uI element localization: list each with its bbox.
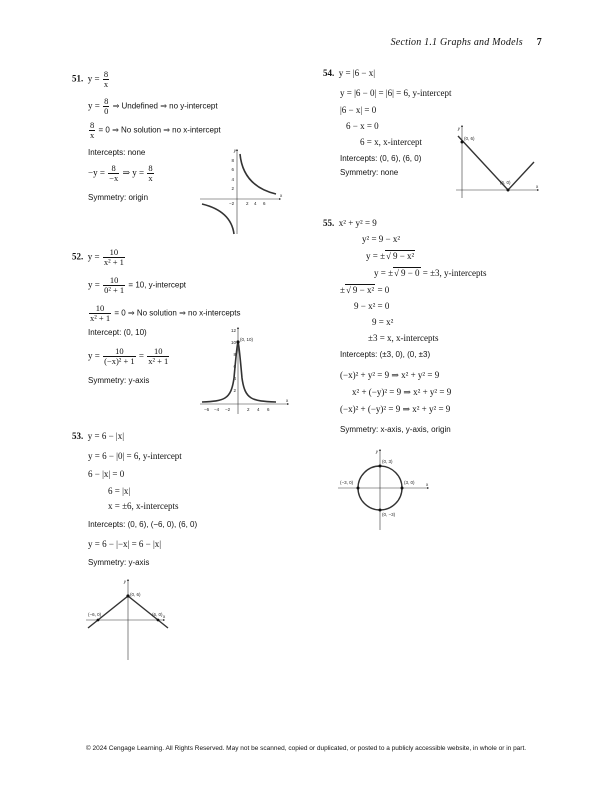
svg-text:6: 6 xyxy=(233,364,236,369)
svg-text:(0, 3): (0, 3) xyxy=(382,459,393,464)
p55-graph xyxy=(336,448,432,532)
p54-step: |6 − x| = 0 xyxy=(340,105,377,115)
svg-text:8: 8 xyxy=(231,158,234,163)
svg-text:4: 4 xyxy=(257,407,260,412)
p55-step: y = ±√ 9 − x² xyxy=(366,251,415,261)
p54-equation: 54. y = |6 − x| xyxy=(323,68,376,78)
p54-symmetry: Symmetry: none xyxy=(340,168,399,177)
p55-equation: 55. x² + y² = 9 xyxy=(323,218,377,228)
p53-step: 6 − |x| = 0 xyxy=(88,469,125,479)
p55-intercepts: Intercepts: (±3, 0), (0, ±3) xyxy=(340,350,431,359)
p53-intercepts: Intercepts: (0, 6), (−6, 0), (6, 0) xyxy=(88,520,198,529)
svg-text:x: x xyxy=(536,184,539,189)
svg-text:−2: −2 xyxy=(225,407,231,412)
p53-symmetry-test: y = 6 − |−x| = 6 − |x| xyxy=(88,539,162,549)
point-right xyxy=(401,487,404,490)
svg-text:x: x xyxy=(163,614,166,619)
p55-step: 9 − x² = 0 xyxy=(354,301,390,311)
svg-text:x: x xyxy=(426,482,429,487)
p53-step: x = ±6, x-intercepts xyxy=(108,501,179,511)
svg-text:(−3, 0): (−3, 0) xyxy=(340,480,354,485)
svg-text:12: 12 xyxy=(230,328,236,333)
page-number: 7 xyxy=(536,37,542,48)
svg-text:(0, 6): (0, 6) xyxy=(464,136,475,141)
p52-graph xyxy=(198,326,290,416)
page-header xyxy=(391,37,542,48)
p53-graph xyxy=(84,578,168,662)
svg-text:(3, 0): (3, 0) xyxy=(404,480,415,485)
p51-equation: 51. y = $\frac{8}{x}$ xyxy=(72,69,109,89)
svg-text:−2: −2 xyxy=(229,201,235,206)
svg-text:y: y xyxy=(233,148,236,153)
svg-text:(−6, 0): (−6, 0) xyxy=(88,612,102,617)
svg-text:x: x xyxy=(286,398,289,403)
p52-symmetry: Symmetry: y-axis xyxy=(88,376,150,385)
p55-step: y = ±√ 9 − 0 = ±3, y-intercepts xyxy=(374,268,487,278)
p51-symmetry: Symmetry: origin xyxy=(88,193,149,202)
svg-text:(0, 6): (0, 6) xyxy=(130,592,141,597)
svg-text:6: 6 xyxy=(231,167,234,172)
problem-number: 55. xyxy=(323,218,335,228)
point-left xyxy=(357,487,360,490)
svg-text:(0, 10): (0, 10) xyxy=(240,337,254,342)
svg-text:2: 2 xyxy=(231,186,234,191)
point-right-intercept xyxy=(157,619,160,622)
svg-text:x: x xyxy=(280,193,283,198)
p55-symmetry: Symmetry: x-axis, y-axis, origin xyxy=(340,425,451,434)
p53-symmetry: Symmetry: y-axis xyxy=(88,558,150,567)
p55-step: ±√ 9 − x² = 0 xyxy=(340,285,390,295)
svg-text:−4: −4 xyxy=(214,407,220,412)
svg-text:8: 8 xyxy=(233,352,236,357)
svg-text:(6, 0): (6, 0) xyxy=(500,180,511,185)
problem-number: 53. xyxy=(72,431,84,441)
curve-branch xyxy=(202,204,234,234)
p51-step: y = $\frac{8}{0}$ ⇒ Undefined ⇒ no y-intercept xyxy=(88,96,218,116)
svg-text:y: y xyxy=(375,449,378,454)
p55-symmetry-test: x² + (−y)² = 9 ⇒ x² + y² = 9 xyxy=(352,387,452,397)
p52-step: $\frac{10}{\text{x² + 1}}$ = 0 ⇒ No solution ⇒ no x-intercepts xyxy=(90,303,241,323)
section-title: Section 1.1 Graphs and Models xyxy=(390,37,523,48)
p52-symmetry-test: y = $\frac{10}{\text{(−x)² + 1}}$ = $\frac{10}{\text{x² + 1}}$ xyxy=(88,346,169,366)
p51-intercepts: Intercepts: none xyxy=(88,148,146,157)
p51-graph xyxy=(198,148,282,236)
p55-step: 9 = x² xyxy=(372,317,394,327)
p55-symmetry-test: (−x)² + y² = 9 ⇒ x² + y² = 9 xyxy=(340,370,440,380)
svg-text:4: 4 xyxy=(233,376,236,381)
problem-number: 54. xyxy=(323,68,335,78)
curve xyxy=(202,342,276,402)
svg-text:y: y xyxy=(457,126,460,131)
p53-equation: 53. y = 6 − |x| xyxy=(72,431,125,441)
svg-text:(6, 0): (6, 0) xyxy=(152,612,163,617)
p52-step: y = $\frac{10}{\text{0² + 1}}$ = 10, y-intercept xyxy=(88,275,187,295)
problem-number: 52. xyxy=(72,251,84,262)
p51-symmetry-test: −y = $\frac{8}{-x}$ ⇒ y = $\frac{8}{x}$ xyxy=(88,163,153,183)
point-x-intercept xyxy=(507,189,510,192)
p55-symmetry-test: (−x)² + (−y)² = 9 ⇒ x² + y² = 9 xyxy=(340,404,451,414)
svg-text:4: 4 xyxy=(254,201,257,206)
p51-step: $\frac{8}{x}$ = 0 ⇒ No solution ⇒ no x-intercept xyxy=(90,120,221,140)
curve-branch xyxy=(240,154,276,194)
p55-step: y² = 9 − x² xyxy=(362,234,401,244)
v-graph xyxy=(458,136,534,190)
p53-step: y = 6 − |0| = 6, y-intercept xyxy=(88,451,182,461)
point-left-intercept xyxy=(97,619,100,622)
problem-number: 51. xyxy=(72,73,84,84)
p54-step: y = |6 − 0| = |6| = 6, y-intercept xyxy=(340,88,452,98)
svg-text:4: 4 xyxy=(231,177,234,182)
p54-intercepts: Intercepts: (0, 6), (6, 0) xyxy=(340,154,422,163)
p54-graph xyxy=(452,124,540,200)
p53-step: 6 = |x| xyxy=(108,486,131,496)
copyright-footer: © 2024 Cengage Learning. All Rights Reserved. May not be scanned, copied or duplicated, or posted to a publicly accessible website, in whole or in part. xyxy=(85,745,527,752)
point-top xyxy=(379,465,382,468)
svg-text:2: 2 xyxy=(246,201,249,206)
p55-step: ±3 = x, x-intercepts xyxy=(368,333,439,343)
svg-text:6: 6 xyxy=(263,201,266,206)
svg-text:10: 10 xyxy=(230,340,236,345)
p52-equation: 52. y = $\frac{10}{\text{x² + 1}}$ xyxy=(72,247,124,267)
svg-text:−6: −6 xyxy=(204,407,210,412)
svg-text:2: 2 xyxy=(233,388,236,393)
p52-intercepts: Intercept: (0, 10) xyxy=(88,328,147,337)
svg-text:6: 6 xyxy=(267,407,270,412)
svg-text:2: 2 xyxy=(247,407,250,412)
p54-step: 6 − x = 0 xyxy=(346,121,379,131)
p54-step: 6 = x, x-intercept xyxy=(360,137,423,147)
svg-text:(0, −3): (0, −3) xyxy=(382,512,396,517)
svg-text:y: y xyxy=(123,579,126,584)
